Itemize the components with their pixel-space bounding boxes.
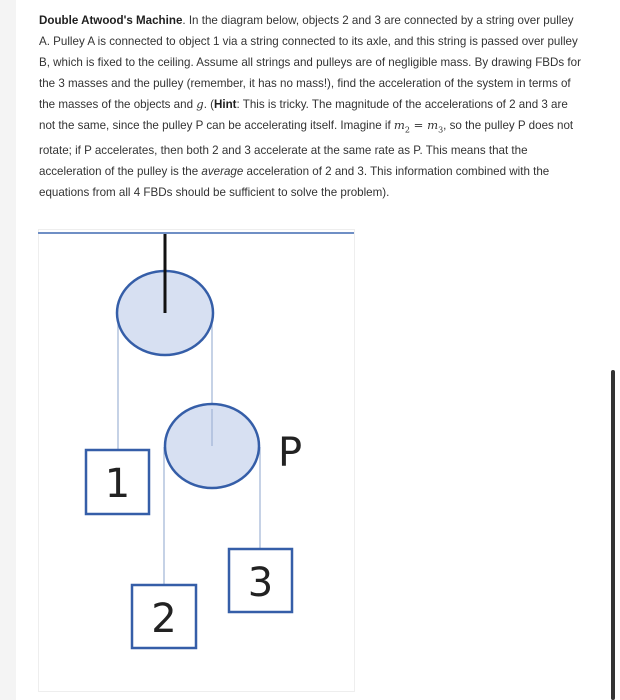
equals-sign: = bbox=[409, 118, 428, 132]
block-3-label: 3 bbox=[247, 560, 274, 606]
scrollbar-thumb[interactable] bbox=[611, 370, 615, 700]
m2-symbol: m bbox=[393, 118, 405, 132]
problem-intro: . In the diagram below, objects 2 and 3 are connected by a string over pulley A. Pulley A is connected to object 1 via a string connected to its axle, and this string is passed over pulley B, which is fixed to the ceiling. Assume all strings and pulleys are of negligible mass. By drawing FBDs for the 3 masses and the pulley (remember, it has no mass!), find the acceleration of the system in terms of the masses of the objects and bbox=[39, 14, 581, 111]
hint-label: Hint bbox=[214, 98, 237, 111]
pulley-p-label: P bbox=[278, 430, 303, 476]
hint-continued: , so the pulley P does not rotate; if P accelerates, then both 2 and 3 accelerate at the same rate as P. This means that the acceleration of the pulley is the bbox=[39, 119, 574, 179]
average-word: average bbox=[201, 165, 244, 179]
m2-subscript: 2 bbox=[404, 125, 410, 135]
m3-symbol: m bbox=[427, 118, 439, 132]
block-2-label: 2 bbox=[151, 596, 177, 642]
atwood-diagram bbox=[38, 229, 355, 692]
hint-end: acceleration of 2 and 3. This information combined with the equations from all 4 FBDs should be sufficient to solve the problem). bbox=[39, 165, 550, 200]
hint-text: : This is tricky. The magnitude of the accelerations of 2 and 3 are not the same, since the pulley P can be accelerating itself. Imagine if bbox=[39, 98, 568, 132]
atwood-diagram-svg bbox=[38, 229, 355, 692]
problem-after-g: . ( bbox=[203, 98, 214, 111]
problem-statement bbox=[39, 10, 587, 203]
mass-equation bbox=[393, 118, 444, 135]
m3-subscript: 3 bbox=[438, 125, 444, 135]
gravity-symbol: g bbox=[196, 97, 204, 111]
problem-title: Double Atwood's Machine bbox=[39, 14, 183, 27]
block-1-label: 1 bbox=[104, 461, 131, 507]
